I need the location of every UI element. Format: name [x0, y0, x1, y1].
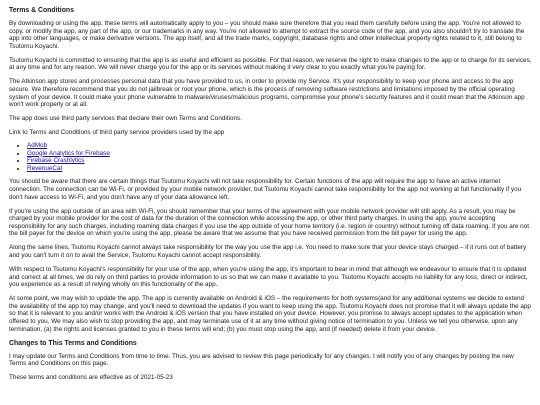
updates-paragraph: At some point, we may wish to update the app. The app is currently available on Android & iOS – the requirements for both systems(and for any additional systems we decide to extend the availability of the app to) may change, and you'll need to download the updates if you want to keep using the app. Tsutomu Koyachi does not promise that it will always update the app so that it is relevant to you and/or works with the Android & iOS version that you have installed on your device. However, you promise to always accept updates to the application when offered to you, We may also wish to stop providing the app, and may terminate use of it at any time without giving notice of termination to you. Unless we tell you otherwise, upon any termination, (a) the rights and licenses granted to you in these terms will end; (b) you must stop using the app, and (if needed) delete it from your device. [9, 295, 531, 333]
changes-paragraph: I may update our Terms and Conditions from time to time. Thus, you are advised to review this page periodically for any changes. I will notify you of any changes by posting the new Terms and Conditions on this page. [9, 352, 514, 368]
firebase-crashlytics-link[interactable]: Firebase Crashlytics [27, 157, 85, 165]
admob-link[interactable]: AdMob [27, 142, 48, 150]
changes-heading: Changes to This Terms and Conditions [9, 339, 137, 347]
list-item [27, 150, 532, 158]
list-item [27, 142, 532, 150]
internet-connection-paragraph: You should be aware that there are certain things that Tsutomu Koyachi will not take responsibility for. Certain functions of the app will require the app to have an active internet connection. The connection can be Wi-Fi, or provided by your mobile network provider, but Tsutomu Koyachi cannot take responsibility for the app not working at full functionality if you don't have access to Wi-Fi, and you don't have any of your data allowance left. [9, 178, 522, 201]
list-item [27, 157, 532, 165]
third-party-paragraph: The app does use third party services that declare their own Terms and Conditions. [9, 115, 242, 123]
list-item [27, 165, 532, 173]
battery-paragraph: Along the same lines, Tsutomu Koyachi cannot always take responsibility for the way you use the app i.e. You need to make sure that your device stays charged – if it runs out of battery and you can't turn it on to avail the Service, Tsutomu Koyachi cannot accept responsibility. [9, 244, 527, 259]
commitment-paragraph: Tsutomu Koyachi is committed to ensuring that the app is as useful and efficient as possible. For that reason, we reserve the right to make changes to the app or to charge for its services, at any time and for any reason. We will never charge you for the app or its services without making it very clear to you exactly what you're paying for. [9, 56, 532, 72]
google-analytics-firebase-link[interactable]: Google Analytics for Firebase [27, 149, 110, 157]
third-party-links-list [9, 142, 532, 172]
effective-date-paragraph: These terms and conditions are effective as of 2021-05-23 [9, 374, 173, 382]
third-party-links-intro: Link to Terms and Conditions of third party service providers used by the app [9, 129, 225, 137]
data-security-paragraph: The Atkinson app stores and processes personal data that you have provided to us, in order to provide my Service. It's your responsibility to keep your phone and access to the app secure. We therefore recommend that you do not jailbreak or root your phone, which is the process of removing software restrictions and limitations imposed by the official operating system of your device. It could make your phone vulnerable to malware/viruses/malicious programs, compromise your phone's security features and it could mean that the Atkinson app won't work properly or at all. [9, 78, 525, 109]
liability-paragraph: With respect to Tsutomu Koyachi's responsibility for your use of the app, when you're using the app, it's important to bear in mind that although we endeavour to ensure that it is updated and correct at all times, we do rely on third parties to provide information to us so that we can make it available to you. Tsutomu Koyachi accepts no liability for any loss, direct or indirect, you experience as a result of relying wholly on this functionality of the app. [9, 265, 528, 289]
page-title: Terms & Conditions [9, 7, 74, 14]
revenuecat-link[interactable]: RevenueCat [27, 164, 63, 172]
intro-paragraph: By downloading or using the app, these terms will automatically apply to you – you should make sure therefore that you read them carefully before using the app. You're not allowed to copy, or modify the app, any part of the app, or our trademarks in any way. You're not allowed to attempt to extract the source code of the app, and you also shouldn't try to translate the app into other languages, or make derivative versions. The app itself, and all the trade marks, copyright, database rights and other intellectual property rights related to it, still belong to Tsutomu Koyachi. [9, 20, 525, 50]
data-charges-paragraph: If you're using the app outside of an area with Wi-Fi, you should remember that your terms of the agreement with your mobile network provider will still apply. As a result, you may be charged by your mobile provider for the cost of data for the duration of the connection while accessing the app, or other third party charges. In using the app, you're accepting responsibility for any such charges, including roaming data charges if you use the app outside of your home territory (i.e. region or country) without turning off data roaming. If you are not the bill payer for the device on which you're using the app, please be aware that we assume that you have received permission from the bill payer for using the app. [9, 207, 529, 238]
